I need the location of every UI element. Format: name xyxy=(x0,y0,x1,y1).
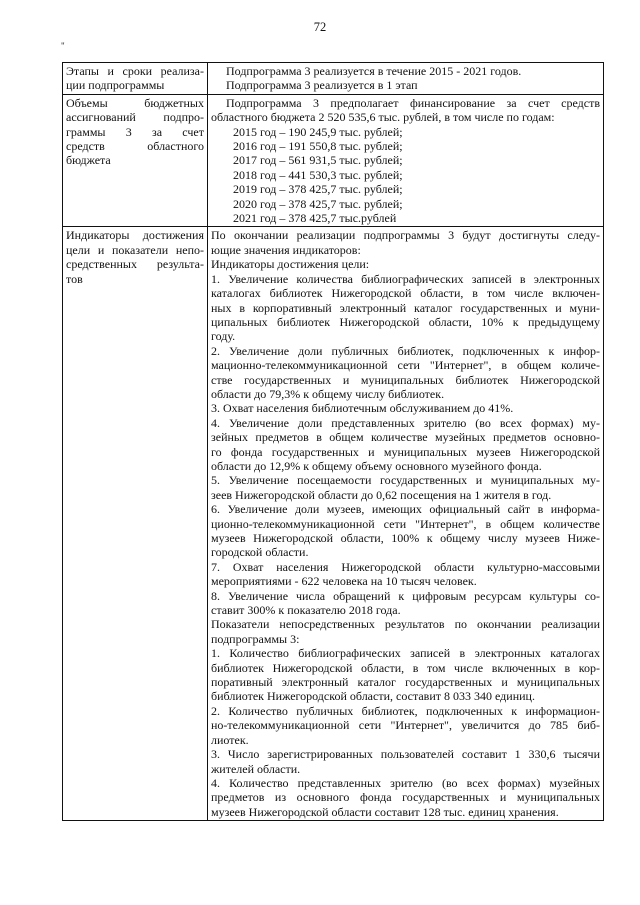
budget-year-line: 2015 год – 190 245,9 тыс. рублей; xyxy=(233,124,403,139)
indicator-line: 4. Количество представленных зрителю (во всех формах) музейных xyxy=(211,775,600,790)
indicator-line: 8. Увеличение числа обращений к цифровым ресурсам культуры со- xyxy=(211,588,600,603)
indicator-line: Индикаторы достижения цели: xyxy=(211,257,370,272)
row-label-line: средств областного xyxy=(66,139,204,154)
budget-year-line: 2017 год – 561 931,5 тыс. рублей; xyxy=(233,153,403,168)
indicator-line: библиотек Нижегородской области, составит 8 033 340 единиц. xyxy=(211,689,535,704)
row-label-stages xyxy=(63,63,208,95)
indicator-line: ных в корпоративный электронный каталог государственных и муни- xyxy=(211,300,600,315)
indicator-line: 1. Увеличение количества библиографических записей в электронных xyxy=(211,271,600,286)
indicator-line: 1. Количество библиографических записей в электронных каталогах xyxy=(211,646,600,661)
indicator-line: лиотек. xyxy=(211,732,249,747)
indicator-line: мационно-телекоммуникационной сети "Интернет", в общем количе- xyxy=(211,358,600,373)
indicator-line: жителей области. xyxy=(211,761,301,776)
opening-quote-mark: " xyxy=(61,41,65,51)
indicator-line: 3. Охват населения библиотечным обслуживанием до 41%. xyxy=(211,401,514,416)
row-value-budget xyxy=(208,94,604,227)
indicator-line: поративный электронный каталог государственных и муниципальных xyxy=(211,675,600,690)
indicator-line: 7. Охват населения Нижегородской области культурно-массовыми xyxy=(211,559,600,574)
indicator-line: области до 12,9% к общему объему основного музейного фонда. xyxy=(211,458,542,473)
indicator-line: предметов из основного фонда государственных и муниципальных xyxy=(211,790,600,805)
indicator-line: 2. Увеличение доли публичных библиотек, подключенных к инфор- xyxy=(211,343,600,358)
row-label-line: ции подпрограммы xyxy=(66,78,165,93)
indicator-line: зеев Нижегородской области до 0,62 посещения на 1 жителя в год. xyxy=(211,487,552,502)
indicator-line: 4. Увеличение доли представленных зрителю (во всех формах) му- xyxy=(211,415,600,430)
budget-year-line: 2021 год – 378 425,7 тыс.рублей xyxy=(233,211,397,226)
indicator-line: подпрограммы 3: xyxy=(211,631,300,646)
row-label-line: граммы 3 за счет xyxy=(66,124,204,139)
indicator-line: году. xyxy=(211,329,236,344)
indicator-line: зейных предметов в общем количестве музейных предметов основно- xyxy=(211,430,600,445)
indicator-line: 2. Количество публичных библиотек, подключенных к информацион- xyxy=(211,703,600,718)
table-row-stages xyxy=(63,63,604,95)
stage-line: Подпрограмма 3 реализуется в 1 этап xyxy=(226,78,418,93)
row-value-indicators xyxy=(208,227,604,821)
row-label-indicators xyxy=(63,227,208,821)
indicator-line: ципальных библиотек Нижегородской области, 10% к предыдущему xyxy=(211,314,600,329)
row-label-line: тов xyxy=(66,271,83,286)
budget-year-line: 2019 год – 378 425,7 тыс. рублей; xyxy=(233,182,403,197)
page-number: 72 xyxy=(313,20,327,34)
indicator-line: но-телекоммуникационной сети "Интернет", увеличится до 785 биб- xyxy=(211,718,600,733)
subprogram-passport-table xyxy=(62,62,604,821)
indicator-line: 5. Увеличение посещаемости государственных и муниципальных му- xyxy=(211,473,600,488)
row-label-line: средственных результа- xyxy=(66,257,204,272)
indicator-line: области до 79,3% к общему числу библиотек. xyxy=(211,386,445,401)
indicator-line: музеев Нижегородской области составит 128 тыс. единиц хранения. xyxy=(211,804,559,819)
row-label-budget xyxy=(63,94,208,227)
table-row-indicators xyxy=(63,227,604,821)
budget-year-line: 2018 год – 441 530,3 тыс. рублей; xyxy=(233,167,403,182)
row-label-line: ассигнований подпро- xyxy=(66,110,204,125)
budget-year-line: 2016 год – 191 550,8 тыс. рублей; xyxy=(233,139,403,154)
indicator-line: ющие значения индикаторов: xyxy=(211,242,361,257)
row-value-stages xyxy=(208,63,604,95)
indicator-line: го фонда государственных и муниципальных музеев Нижегородской xyxy=(211,444,600,459)
indicator-line: мероприятиями - 622 человека на 10 тысяч человек. xyxy=(211,574,477,589)
indicator-line: 6. Увеличение доли музеев, имеющих официальный сайт в информа- xyxy=(211,502,600,517)
indicator-line: каталогах библиотек Нижегородской области, в том числе включен- xyxy=(211,286,600,301)
budget-intro-line: Подпрограмма 3 предполагает финансирование за счет средств xyxy=(226,95,600,110)
indicator-line: ционно-телекоммуникационной сети "Интернет", в общем количестве xyxy=(211,516,600,531)
indicator-line: ставит 300% к показателю 2018 года. xyxy=(211,603,401,618)
row-label-line: цели и показатели непо- xyxy=(66,242,204,257)
budget-intro-line: областного бюджета 2 520 535,6 тыс. рублей, в том числе по годам: xyxy=(211,110,555,125)
indicator-line: Показатели непосредственных результатов по окончании реализации xyxy=(211,617,600,632)
indicator-line: музеев Нижегородской области, 100% к общему числу музеев Ниже- xyxy=(211,531,600,545)
indicator-line: 3. Число зарегистрированных пользователей составит 1 330,6 тысячи xyxy=(211,747,600,762)
table-row-budget xyxy=(63,94,604,227)
budget-year-line: 2020 год – 378 425,7 тыс. рублей; xyxy=(233,196,403,211)
row-label-line: Индикаторы достижения xyxy=(66,228,204,243)
row-label-line: бюджета xyxy=(66,153,111,168)
stage-line: Подпрограмма 3 реализуется в течение 2015 - 2021 годов. xyxy=(226,64,522,78)
row-label-line: Этапы и сроки реализа- xyxy=(66,64,204,78)
row-label-line: Объемы бюджетных xyxy=(66,95,204,110)
indicator-line: городской области. xyxy=(211,545,309,560)
indicator-line: По окончании реализации подпрограммы 3 будут достигнуты следу- xyxy=(211,228,600,243)
indicator-line: стве государственных и муниципальных библиотек Нижегородской xyxy=(211,372,600,387)
indicator-line: библиотек Нижегородской области, в том числе включенных в кор- xyxy=(211,660,600,675)
